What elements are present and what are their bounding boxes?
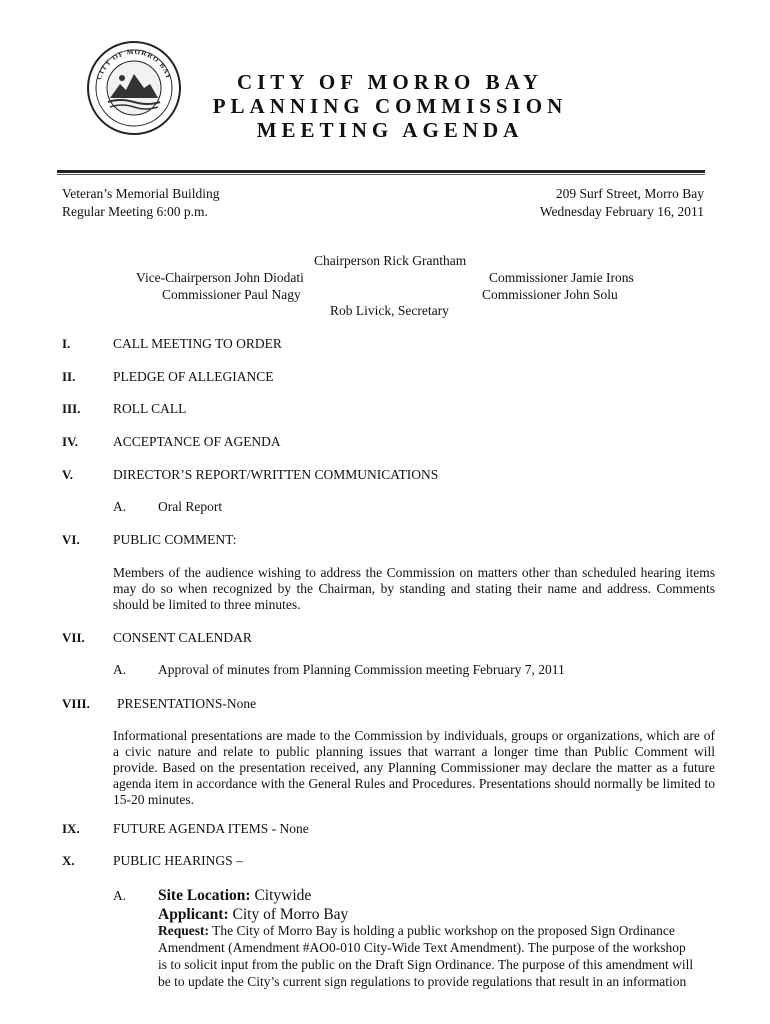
site-location-value: Citywide (254, 887, 312, 904)
agenda-item-title: CALL MEETING TO ORDER (113, 336, 282, 351)
sub-item-text: Approval of minutes from Planning Commission meeting February 7, 2011 (158, 662, 565, 677)
member-secretary: Rob Livick, Secretary (330, 303, 449, 318)
title-commission: PLANNING COMMISSION (212, 94, 568, 118)
member-vice-chair: Vice-Chairperson John Diodati (136, 270, 304, 285)
agenda-item-title: PRESENTATIONS-None (117, 696, 257, 711)
meeting-address: 209 Surf Street, Morro Bay (555, 186, 704, 201)
member-nagy: Commissioner Paul Nagy (162, 287, 301, 302)
agenda-number: III. (62, 401, 81, 416)
public-comment-paragraph: Members of the audience wishing to address the Commission on matters other than scheduled hearing items may do so when recognized by the Chairman, by standing and stating their name and address. Comments should be limited to three minutes. (113, 565, 715, 612)
sub-item-text: Oral Report (158, 499, 223, 514)
request-line: Amendment (Amendment #AO0-010 City-Wide Text Amendment). The purpose of the workshop (158, 940, 686, 955)
agenda-number: IV. (62, 434, 79, 449)
meeting-time: Regular Meeting 6:00 p.m. (62, 204, 208, 219)
sub-item-letter: A. (113, 499, 127, 514)
title-city: CITY OF MORRO BAY (236, 70, 544, 94)
request-line: be to update the City’s current sign regulations to provide regulations that result in an information (158, 974, 687, 989)
agenda-item-title: PLEDGE OF ALLEGIANCE (113, 369, 274, 384)
meeting-location: Veteran’s Memorial Building (62, 186, 220, 201)
member-solu: Commissioner John Solu (482, 287, 618, 302)
hearing-letter: A. (113, 888, 127, 903)
agenda-number: X. (62, 853, 75, 868)
member-irons: Commissioner Jamie Irons (489, 270, 634, 285)
header-divider-thin (57, 174, 705, 175)
agenda-number: V. (62, 467, 73, 482)
request-label: Request: (158, 923, 209, 938)
svg-text:CITY OF MORRO BAY: CITY OF MORRO BAY (95, 47, 173, 81)
applicant-value: City of Morro Bay (232, 906, 349, 923)
agenda-number: IX. (62, 821, 80, 836)
applicant-label: Applicant: (158, 906, 229, 923)
agenda-item-title: ACCEPTANCE OF AGENDA (113, 434, 281, 449)
title-agenda: MEETING AGENDA (256, 118, 524, 142)
presentations-paragraph: Informational presentations are made to the Commission by individuals, groups or organizations, which are of a civic nature and relate to public planning issues that warrant a longer time than Public Comment will provide. Based on the presentation received, any Planning Commissioner may declare the matter as a future agenda item in accordance with the General Rules and Procedures. Presentations should normally be limited to 15-20 minutes. (113, 728, 715, 807)
request-line: is to solicit input from the public on the Draft Sign Ordinance. The purpose of this amendment will (158, 957, 694, 972)
agenda-item-title: ROLL CALL (113, 401, 187, 416)
agenda-number: II. (62, 369, 76, 384)
header-divider (57, 170, 705, 173)
agenda-item-title: DIRECTOR’S REPORT/WRITTEN COMMUNICATIONS (113, 467, 439, 482)
agenda-item-title: PUBLIC COMMENT: (113, 532, 237, 547)
meeting-date: Wednesday February 16, 2011 (539, 204, 704, 219)
site-location (158, 886, 311, 905)
sub-item-letter: A. (113, 662, 127, 677)
agenda-item-title: FUTURE AGENDA ITEMS - None (113, 821, 309, 836)
request-text: The City of Morro Bay is holding a public workshop on the proposed Sign Ordinance (212, 923, 675, 938)
agenda-item-title: CONSENT CALENDAR (113, 630, 252, 645)
request-line (158, 923, 718, 939)
member-chair: Chairperson Rick Grantham (314, 253, 467, 268)
site-location-label: Site Location: (158, 887, 251, 904)
agenda-number: VIII. (62, 696, 90, 711)
agenda-number: I. (62, 336, 71, 351)
agenda-number: VI. (62, 532, 80, 547)
agenda-item-title: PUBLIC HEARINGS – (113, 853, 243, 868)
agenda-number: VII. (62, 630, 85, 645)
applicant (158, 905, 348, 924)
